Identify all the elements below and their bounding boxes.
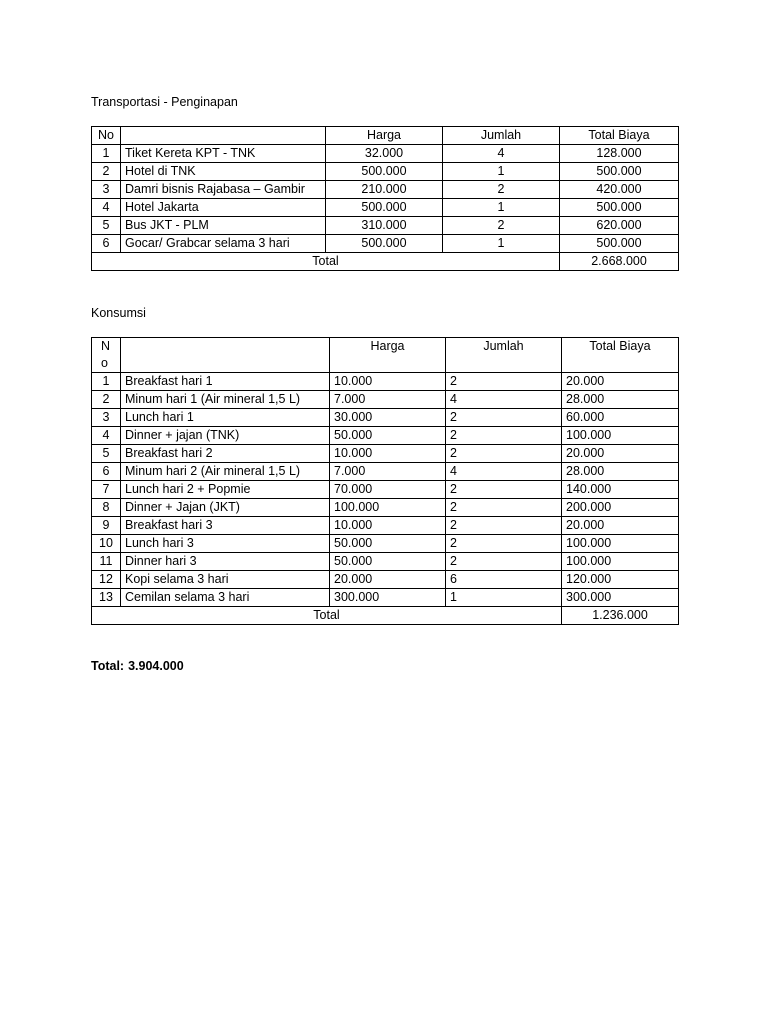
row-no: 3 (92, 409, 121, 427)
row-item: Lunch hari 3 (121, 535, 330, 553)
total-label: Total (92, 607, 562, 625)
row-harga: 10.000 (330, 445, 446, 463)
row-jumlah: 2 (443, 217, 560, 235)
row-no: 2 (92, 391, 121, 409)
row-item: Minum hari 1 (Air mineral 1,5 L) (121, 391, 330, 409)
row-no: 9 (92, 517, 121, 535)
row-harga: 50.000 (330, 553, 446, 571)
table-row (92, 445, 679, 463)
row-total: 28.000 (562, 463, 679, 481)
row-harga: 32.000 (326, 145, 443, 163)
row-no: 7 (92, 481, 121, 499)
row-no: 4 (92, 427, 121, 445)
row-item: Cemilan selama 3 hari (121, 589, 330, 607)
row-jumlah: 4 (446, 391, 562, 409)
row-harga: 500.000 (326, 163, 443, 181)
row-item: Kopi selama 3 hari (121, 571, 330, 589)
row-item: Tiket Kereta KPT - TNK (121, 145, 326, 163)
table-row (92, 481, 679, 499)
row-jumlah: 1 (443, 163, 560, 181)
col-header-no: N o (92, 338, 121, 373)
grand-total-label: Total: (91, 659, 125, 673)
table-row (92, 373, 679, 391)
row-jumlah: 2 (446, 481, 562, 499)
row-harga: 500.000 (326, 199, 443, 217)
row-total: 28.000 (562, 391, 679, 409)
row-harga: 7.000 (330, 463, 446, 481)
transport-table (91, 126, 679, 271)
row-jumlah: 1 (443, 199, 560, 217)
row-jumlah: 2 (446, 409, 562, 427)
row-harga: 100.000 (330, 499, 446, 517)
row-no: 11 (92, 553, 121, 571)
row-item: Dinner + jajan (TNK) (121, 427, 330, 445)
row-total: 120.000 (562, 571, 679, 589)
row-harga: 10.000 (330, 373, 446, 391)
col-header-harga: Harga (330, 338, 446, 373)
row-harga: 7.000 (330, 391, 446, 409)
row-jumlah: 1 (446, 589, 562, 607)
col-header-item (121, 338, 330, 373)
row-total: 20.000 (562, 445, 679, 463)
row-no: 12 (92, 571, 121, 589)
row-harga: 70.000 (330, 481, 446, 499)
col-header-jumlah: Jumlah (443, 127, 560, 145)
row-no: 1 (92, 145, 121, 163)
table-row (92, 589, 679, 607)
row-jumlah: 2 (446, 517, 562, 535)
table-row (92, 553, 679, 571)
total-label: Total (92, 253, 560, 271)
row-total: 100.000 (562, 535, 679, 553)
row-total: 500.000 (560, 199, 679, 217)
row-total: 500.000 (560, 235, 679, 253)
table-row (92, 181, 679, 199)
row-item: Gocar/ Grabcar selama 3 hari (121, 235, 326, 253)
row-jumlah: 4 (443, 145, 560, 163)
konsumsi-heading: Konsumsi (91, 306, 146, 320)
row-total: 200.000 (562, 499, 679, 517)
row-item: Bus JKT - PLM (121, 217, 326, 235)
row-no: 5 (92, 445, 121, 463)
row-harga: 300.000 (330, 589, 446, 607)
row-item: Minum hari 2 (Air mineral 1,5 L) (121, 463, 330, 481)
row-jumlah: 2 (446, 535, 562, 553)
row-no: 6 (92, 463, 121, 481)
row-jumlah: 2 (446, 553, 562, 571)
row-total: 20.000 (562, 373, 679, 391)
table-total-row (92, 607, 679, 625)
row-harga: 210.000 (326, 181, 443, 199)
table-row (92, 571, 679, 589)
table-row (92, 145, 679, 163)
table-row (92, 517, 679, 535)
table-row (92, 235, 679, 253)
row-no: 6 (92, 235, 121, 253)
table-row (92, 535, 679, 553)
table-total-row (92, 253, 679, 271)
row-harga: 500.000 (326, 235, 443, 253)
row-jumlah: 1 (443, 235, 560, 253)
row-jumlah: 4 (446, 463, 562, 481)
row-jumlah: 2 (446, 373, 562, 391)
row-no: 4 (92, 199, 121, 217)
row-item: Damri bisnis Rajabasa – Gambir (121, 181, 326, 199)
table-row (92, 409, 679, 427)
row-jumlah: 2 (446, 445, 562, 463)
col-header-total-biaya: Total Biaya (560, 127, 679, 145)
row-item: Dinner + Jajan (JKT) (121, 499, 330, 517)
table-header-row (92, 127, 679, 145)
row-no: 13 (92, 589, 121, 607)
row-item: Lunch hari 1 (121, 409, 330, 427)
row-harga: 20.000 (330, 571, 446, 589)
row-item: Breakfast hari 1 (121, 373, 330, 391)
table-row (92, 217, 679, 235)
row-harga: 30.000 (330, 409, 446, 427)
total-value: 2.668.000 (560, 253, 679, 271)
row-total: 60.000 (562, 409, 679, 427)
row-harga: 310.000 (326, 217, 443, 235)
total-value: 1.236.000 (562, 607, 679, 625)
row-no: 2 (92, 163, 121, 181)
row-item: Breakfast hari 3 (121, 517, 330, 535)
row-harga: 50.000 (330, 427, 446, 445)
row-no: 8 (92, 499, 121, 517)
row-harga: 10.000 (330, 517, 446, 535)
row-total: 100.000 (562, 553, 679, 571)
row-item: Hotel Jakarta (121, 199, 326, 217)
table-row (92, 199, 679, 217)
row-no: 10 (92, 535, 121, 553)
col-header-item (121, 127, 326, 145)
row-total: 420.000 (560, 181, 679, 199)
row-total: 620.000 (560, 217, 679, 235)
row-harga: 50.000 (330, 535, 446, 553)
table-row (92, 391, 679, 409)
col-header-no: No (92, 127, 121, 145)
row-item: Hotel di TNK (121, 163, 326, 181)
row-total: 100.000 (562, 427, 679, 445)
row-no: 1 (92, 373, 121, 391)
row-total: 128.000 (560, 145, 679, 163)
row-jumlah: 2 (446, 499, 562, 517)
table-row (92, 427, 679, 445)
col-header-jumlah: Jumlah (446, 338, 562, 373)
table-row (92, 163, 679, 181)
row-jumlah: 2 (443, 181, 560, 199)
row-total: 140.000 (562, 481, 679, 499)
konsumsi-table (91, 337, 679, 625)
row-item: Breakfast hari 2 (121, 445, 330, 463)
table-header-row (92, 338, 679, 373)
grand-total-value: 3.904.000 (128, 659, 184, 673)
row-jumlah: 2 (446, 427, 562, 445)
transport-heading: Transportasi - Penginapan (91, 95, 238, 109)
row-no: 3 (92, 181, 121, 199)
table-row (92, 499, 679, 517)
table-row (92, 463, 679, 481)
row-no: 5 (92, 217, 121, 235)
row-jumlah: 6 (446, 571, 562, 589)
grand-total (91, 658, 184, 674)
row-item: Dinner hari 3 (121, 553, 330, 571)
row-total: 20.000 (562, 517, 679, 535)
row-item: Lunch hari 2 + Popmie (121, 481, 330, 499)
row-total: 300.000 (562, 589, 679, 607)
col-header-total-biaya: Total Biaya (562, 338, 679, 373)
row-total: 500.000 (560, 163, 679, 181)
col-header-harga: Harga (326, 127, 443, 145)
